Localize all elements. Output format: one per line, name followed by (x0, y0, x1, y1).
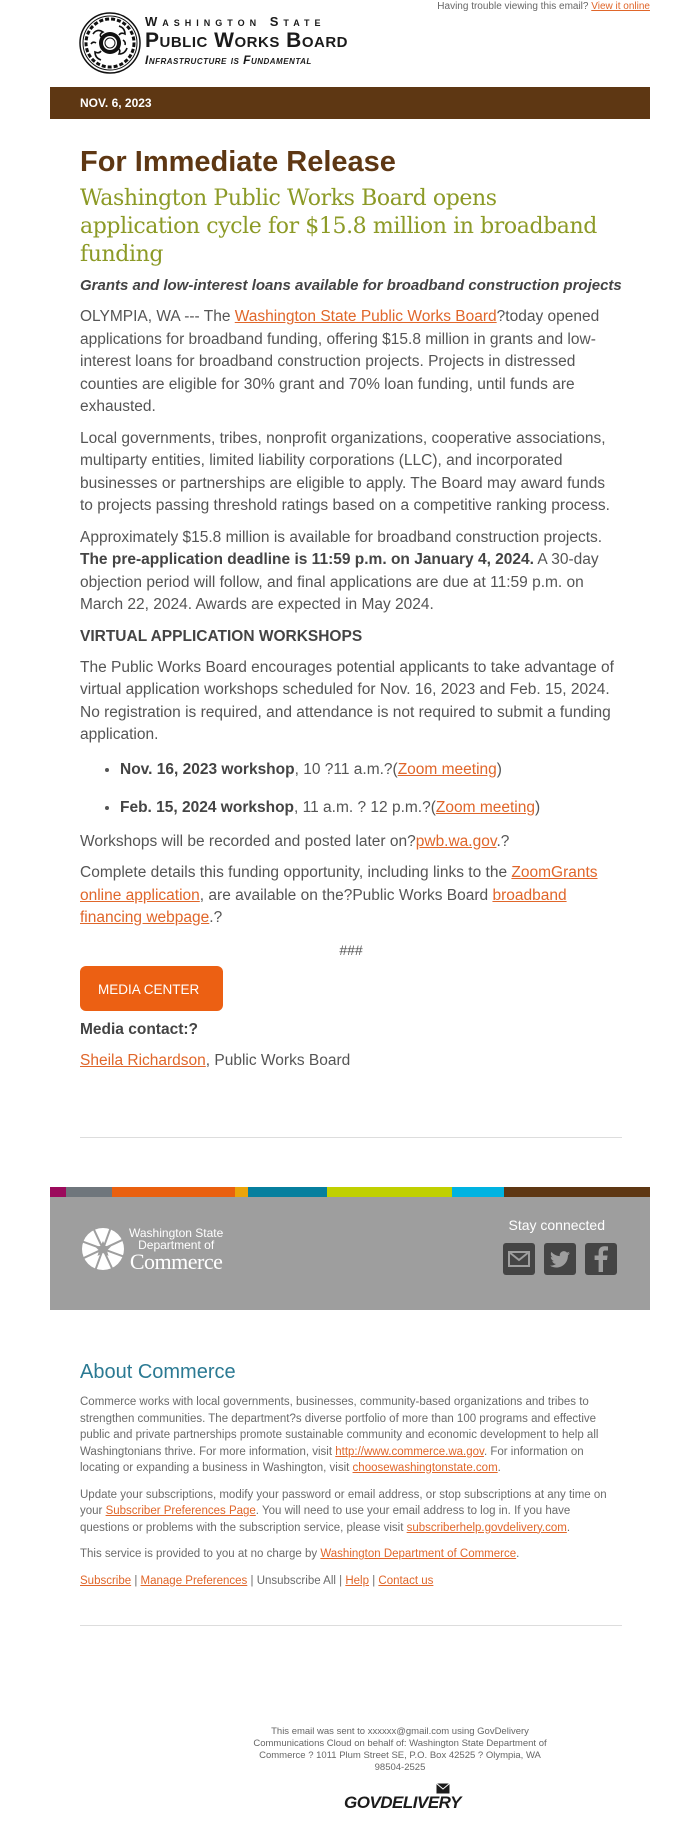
commerce-line-3: Commerce (129, 1249, 223, 1274)
govdelivery-logo[interactable] (344, 1783, 461, 1813)
divider (80, 1625, 622, 1626)
paragraph-workshops: The Public Works Board encourages potential applicants to take advantage of virtual application workshops scheduled for Nov. 16, 2023 and Feb. 15, 2024. No registration is required, and attendance is not required to submit a funding application. (80, 658, 614, 743)
text: ) (496, 760, 502, 778)
unsubscribe-all-text: Unsubscribe All (256, 1574, 336, 1587)
workshop-time: , 10 ?11 a.m.?( (294, 760, 398, 778)
text: This service is provided to you at no charge by (80, 1548, 321, 1560)
about-commerce (80, 1360, 622, 1589)
deadline-bold: The pre-application deadline is 11:59 p.m. on January 4, 2024. (80, 551, 534, 568)
color-segment (327, 1187, 452, 1197)
email-button[interactable] (503, 1243, 535, 1275)
text: . (497, 1462, 501, 1474)
paragraph-details (80, 862, 622, 930)
workshop-list (120, 759, 622, 819)
public-works-board-logo[interactable] (79, 12, 419, 76)
facebook-icon (594, 1246, 608, 1272)
separator: | (335, 1574, 346, 1587)
color-segment (235, 1187, 248, 1197)
paragraph-eligibility: Local governments, tribes, nonprofit organizations, cooperative associations, multiparty entities, limited liability corporations (LLC), and incorporated businesses or partnerships are eligible to apply. The Board may award funds to projects passing threshold ratings based on a competitive ranking process. (80, 429, 610, 514)
manage-preferences-link[interactable]: Manage Preferences (140, 1574, 248, 1587)
separator: | (369, 1574, 379, 1587)
trouble-text: Having trouble viewing this email? (437, 1, 589, 12)
color-segment (50, 1187, 66, 1197)
subscriber-help-link[interactable]: subscriberhelp.govdelivery.com (406, 1521, 567, 1534)
date-banner (50, 87, 650, 119)
media-contact-label: Media contact:? (80, 1020, 198, 1038)
media-center-button[interactable]: MEDIA CENTER (80, 966, 223, 1011)
text: Workshops will be recorded and posted later on? (80, 832, 416, 850)
stay-connected-label: Stay connected (508, 1217, 605, 1233)
color-segment (452, 1187, 504, 1197)
paragraph-recordings (80, 831, 622, 854)
facebook-button[interactable] (585, 1243, 617, 1275)
color-segment (504, 1187, 650, 1197)
text: . (516, 1548, 520, 1560)
broadband-financing-webpage-link[interactable]: broadband financing webpage (80, 886, 567, 926)
envelope-icon (436, 1783, 450, 1794)
commerce-star-emblem-icon (81, 1227, 125, 1271)
end-mark: ### (339, 941, 363, 958)
text: OLYMPIA, WA --- The (80, 308, 235, 325)
text: Approximately $15.8 million is available for broadband construction projects. (80, 528, 603, 546)
subscription-paragraph (80, 1487, 622, 1537)
color-segment (248, 1187, 327, 1197)
twitter-icon (550, 1251, 570, 1268)
contact-us-link[interactable]: Contact us (378, 1574, 434, 1587)
social-links (503, 1243, 617, 1275)
sent-notice: This email was sent to xxxxxx@gmail.com using GovDelivery Communications Cloud on behalf of: Washington State Department of Commerce ? 1011 Plum Street SE, P.O. Box 42525 ? Olympia, WA 98504-2525 (253, 1726, 547, 1773)
text: Complete details this funding opportunity, including links to the (80, 864, 512, 881)
about-title: About Commerce (80, 1361, 236, 1383)
commerce-line-1: Washington State (129, 1226, 224, 1240)
section-heading-workshops: VIRTUAL APPLICATION WORKSHOPS (80, 627, 363, 645)
headline: Washington Public Works Board opens application cycle for $15.8 million in broadband funding (80, 186, 597, 267)
subheadline: Grants and low-interest loans available for broadband construction projects (80, 277, 622, 294)
about-paragraph (80, 1394, 622, 1477)
zoomgrants-application-link[interactable]: ZoomGrants online application (80, 864, 598, 904)
twitter-button[interactable] (544, 1243, 576, 1275)
contact-org: , Public Works Board (205, 1051, 351, 1069)
separator: | (131, 1574, 141, 1587)
pwb-website-link[interactable]: pwb.wa.gov (415, 832, 497, 850)
paragraph-deadlines (80, 527, 622, 617)
email-icon (508, 1251, 530, 1267)
text: A 30-day objection period will follow, and final applications are due at 11:59 p.m. on March 22, 2024. Awards are expected in May 2024. (80, 551, 599, 613)
paragraph-intro (80, 306, 622, 419)
release-date: NOV. 6, 2023 (80, 96, 152, 110)
text: .? (496, 832, 510, 850)
divider (80, 1137, 622, 1138)
workshop-item (120, 797, 622, 819)
color-segment (66, 1187, 112, 1197)
brand-color-bar (50, 1187, 650, 1197)
text: ) (534, 798, 541, 816)
logo-line-1: Washington State (145, 14, 326, 29)
logo-line-2: Public Works Board (145, 29, 348, 52)
workshop-date: Nov. 16, 2023 workshop (120, 760, 295, 778)
text: , are available on the?Public Works Board (199, 886, 493, 904)
workshop-item (120, 759, 622, 781)
service-paragraph (80, 1546, 622, 1563)
contact-name-link[interactable]: Sheila Richardson (80, 1051, 206, 1069)
view-online-link[interactable]: View it online (591, 1, 650, 12)
logo-wordmark (145, 14, 348, 68)
commerce-line-2: Department of (138, 1238, 215, 1252)
choose-washington-link[interactable]: choosewashingtonstate.com (352, 1462, 498, 1474)
commerce-website-link[interactable]: http://www.commerce.wa.gov (335, 1445, 484, 1458)
workshop-time: , 11 a.m. ? 12 p.m.?( (294, 798, 436, 816)
text: . For information on locating or expanding a business in Washington, visit (80, 1445, 584, 1474)
subscriber-preferences-link[interactable]: Subscriber Preferences Page (105, 1505, 256, 1517)
commerce-logo[interactable] (81, 1227, 241, 1275)
commerce-footer-band (50, 1197, 650, 1310)
media-contact (80, 1050, 622, 1072)
commerce-department-link[interactable]: Washington Department of Commerce (320, 1548, 517, 1560)
logo-tagline: Infrastructure is Fundamental (145, 53, 312, 67)
subscribe-link[interactable]: Subscribe (80, 1574, 132, 1587)
release-kicker: For Immediate Release (80, 146, 396, 178)
trouble-viewing-note (437, 1, 650, 12)
text: .? (209, 909, 223, 926)
text: . (566, 1521, 571, 1534)
subscription-links (80, 1573, 622, 1590)
text: Update your subscriptions, modify your password or email address, or stop subscriptions at any time on your (80, 1488, 607, 1517)
text: . You will need to use your email address to log in. If you have questions or problems with the subscription service, please visit (80, 1505, 571, 1534)
workshop-date: Feb. 15, 2024 workshop (120, 798, 295, 816)
press-release-body (80, 145, 622, 1072)
commerce-wordmark (129, 1227, 223, 1272)
separator: | (247, 1574, 257, 1587)
public-works-board-link[interactable]: Washington State Public Works Board (234, 308, 497, 325)
public-works-board-emblem-icon (79, 12, 141, 74)
govdelivery-wordmark: GOVDELIVERY (344, 1793, 461, 1812)
help-link[interactable]: Help (345, 1574, 369, 1587)
zoom-meeting-link[interactable]: Zoom meeting (397, 760, 497, 778)
color-segment (112, 1187, 235, 1197)
zoom-meeting-link[interactable]: Zoom meeting (435, 798, 535, 816)
text: ?today opened applications for broadband funding, offering $15.8 million in grants and low-interest loans for broadband construction projects. Projects in distressed counties are eligible for 30% grant and 70% loan funding, until funds are exhausted. (80, 308, 600, 415)
text: Commerce works with local governments, businesses, community-based organizations and tribes to strengthen communities. The department?s diverse portfolio of more than 100 programs and effective public and private partnerships promote sustainable community and economic development to help all Washingtonians thrive. For more information, visit (80, 1396, 599, 1458)
